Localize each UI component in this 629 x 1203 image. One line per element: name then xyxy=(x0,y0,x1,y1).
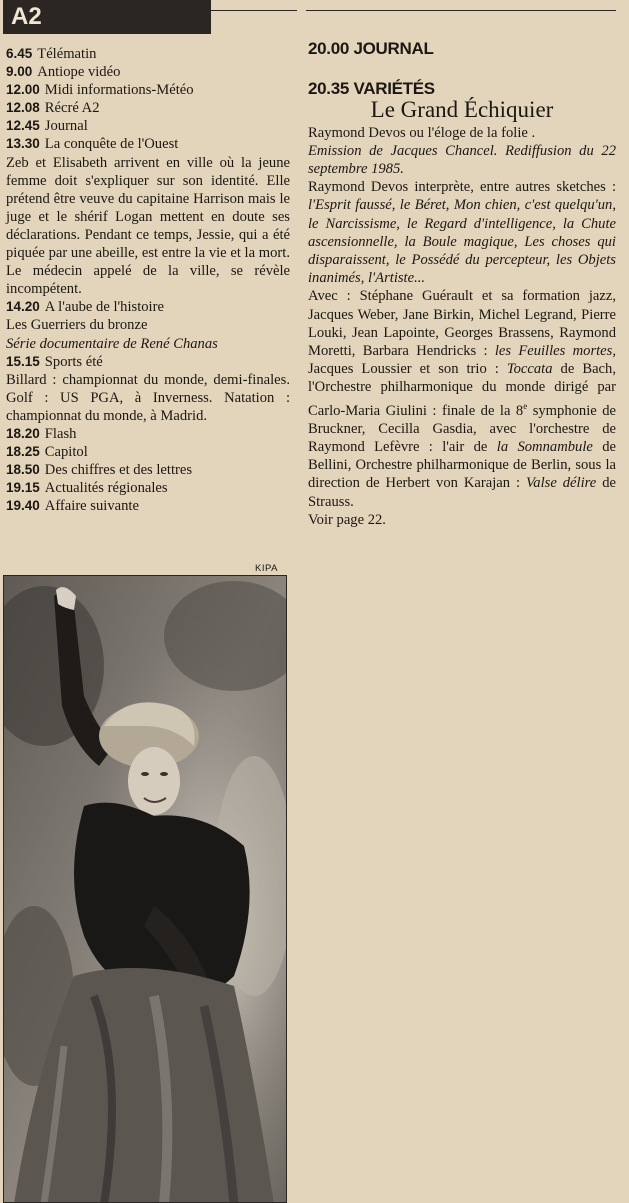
photo-credit: KIPA xyxy=(255,563,278,574)
program-description: Billard : championnat du monde, demi-finales. Golf : US PGA, à Inverness. Natation : championnat du monde, à Madrid. xyxy=(6,371,290,424)
program-entry: 12.08 Récré A2 xyxy=(6,100,100,117)
program-subtitle: Les Guerriers du bronze xyxy=(6,317,148,334)
channel-header: A2 xyxy=(3,0,211,34)
program-entry: 6.45 Télématin xyxy=(6,46,97,62)
program-entry: 13.30 La conquête de l'Ouest xyxy=(6,136,179,153)
program-heading: 20.35 VARIÉTÉS xyxy=(308,79,435,99)
header-rule-right xyxy=(306,10,616,11)
page-reference: Voir page 22. xyxy=(308,511,386,528)
program-entry: 18.20 Flash xyxy=(6,425,77,442)
show-emission-note: Emission de Jacques Chancel. Rediffusion du 22 septembre 1985. xyxy=(308,142,616,178)
program-heading: 20.00 JOURNAL xyxy=(308,39,434,58)
program-entry: 18.25 Capitol xyxy=(6,444,88,461)
program-entry: 12.00 Midi informations-Météo xyxy=(6,82,194,99)
performer-photo-illustration xyxy=(4,576,287,1203)
show-guests: Avec : Stéphane Guérault et sa formation jazz, Jacques Weber, Jane Birkin, Michel Legrand, Pierre Louki, Jean Lapointe, Georges Brassens, Raymond Moretti, Barbara Hendricks : les Feuilles mortes, Jacques Loussier et son trio : Toccata de Bach, l'Orchestre philharmonique du monde dirigé par Carlo-Maria Giulini : finale de la 8e symphonie de Bruckner, Cecilla Gasdia, avec l'orchestre de Raymond Lefèvre : l'air de la Somnambule de Bellini, Orchestre philharmonique de Berlin, sous la direction de Herbert von Karajan : Valse délire de Strauss. xyxy=(308,288,616,510)
show-intro: Raymond Devos ou l'éloge de la folie . xyxy=(308,124,536,141)
program-entry: 19.40 Affaire suivante xyxy=(6,498,139,515)
program-entry: 12.45 Journal xyxy=(6,118,88,135)
left-column xyxy=(6,45,290,515)
right-column xyxy=(308,40,616,529)
program-entry: 14.20 A l'aube de l'histoire xyxy=(6,299,164,316)
program-description: Zeb et Elisabeth arrivent en ville où la jeune femme doit s'expliquer sur son identité. Elle prétend être veuve du capitaine Harrison mais le juge et le shérif Logan mettent en doute ses déclarations. Pendant ce temps, Jessie, qui a été piquée par une abeille, est entre la vie et la mort. Le médecin appelé de la ville, se révèle incompétent. xyxy=(6,154,290,298)
program-entry: 15.15 Sports été xyxy=(6,353,103,370)
program-series-note: Série documentaire de René Chanas xyxy=(6,335,218,352)
program-entry: 19.15 Actualités régionales xyxy=(6,480,168,497)
program-entry: 18.50 Des chiffres et des lettres xyxy=(6,462,193,479)
program-entry: 9.00 Antiope vidéo xyxy=(6,64,121,81)
show-title: Le Grand Échiquier xyxy=(370,97,554,123)
performer-photo xyxy=(3,575,287,1203)
header-rule xyxy=(211,10,297,11)
show-sketches: Raymond Devos interprète, entre autres sketches : l'Esprit faussé, le Béret, Mon chien, c'est quelqu'un, le Narcissisme, le Regard d'intelligence, la Chute ascensionnelle, la Boule magique, Les choses qui disparaissent, le Possédé du percepteur, les Objets inanimés, l'Artiste... xyxy=(308,179,616,287)
